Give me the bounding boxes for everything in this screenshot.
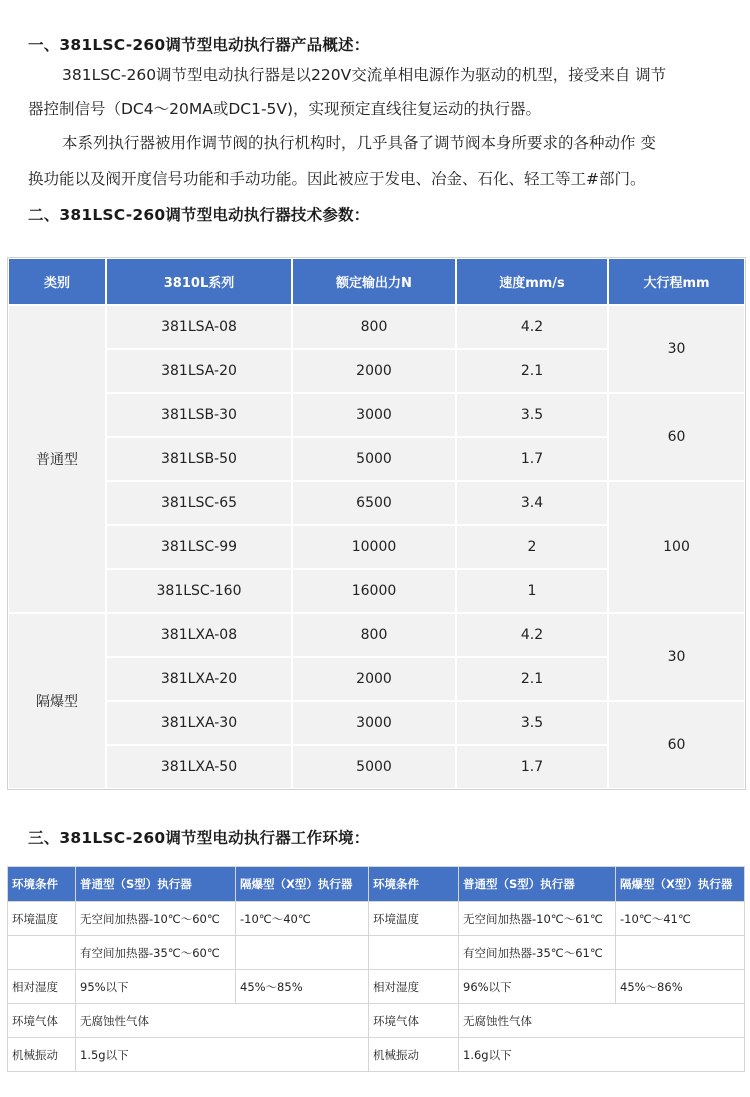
env-cell: -10℃～41℃ bbox=[616, 902, 745, 936]
env-cell: 无空间加热器-10℃～61℃ bbox=[459, 902, 616, 936]
env-cell: 环境温度 bbox=[369, 902, 459, 936]
table-row bbox=[8, 305, 745, 349]
env-header-standard: 普通型（S型）执行器 bbox=[76, 867, 236, 902]
env-cell: 机械振动 bbox=[8, 1038, 76, 1072]
env-cell: 机械振动 bbox=[369, 1038, 459, 1072]
speed-cell: 3.5 bbox=[456, 393, 608, 437]
working-environment-table bbox=[7, 866, 745, 1072]
model-cell: 381LSA-20 bbox=[106, 349, 292, 393]
stroke-cell: 60 bbox=[608, 701, 745, 789]
model-cell: 381LXA-08 bbox=[106, 613, 292, 657]
speed-cell: 2 bbox=[456, 525, 608, 569]
model-cell: 381LSC-99 bbox=[106, 525, 292, 569]
section-1-title: 一、381LSC-260调节型电动执行器产品概述： bbox=[28, 36, 370, 54]
header-speed: 速度mm/s bbox=[456, 258, 608, 305]
env-header-explosion-proof: 隔爆型（X型）执行器 bbox=[616, 867, 745, 902]
speed-cell: 1.7 bbox=[456, 745, 608, 789]
header-output-force: 额定输出力N bbox=[292, 258, 456, 305]
header-series: 3810L系列 bbox=[106, 258, 292, 305]
speed-cell: 3.5 bbox=[456, 701, 608, 745]
env-header-condition: 环境条件 bbox=[369, 867, 459, 902]
env-cell bbox=[236, 936, 369, 970]
section-2-title: 二、381LSC-260调节型电动执行器技术参数： bbox=[28, 206, 370, 224]
output-force-cell: 5000 bbox=[292, 745, 456, 789]
spec-table-body bbox=[8, 305, 745, 789]
env-cell bbox=[8, 936, 76, 970]
overview-paragraph-1-line-1: 381LSC-260调节型电动执行器是以220V交流单相电源作为驱动的机型，接受来自 调节 bbox=[62, 66, 667, 84]
speed-cell: 1 bbox=[456, 569, 608, 613]
env-cell bbox=[616, 936, 745, 970]
env-cell: 有空间加热器-35℃～60℃ bbox=[76, 936, 236, 970]
env-cell: 环境温度 bbox=[8, 902, 76, 936]
env-cell: 1.6g以下 bbox=[459, 1038, 745, 1072]
env-cell: 45%～86% bbox=[616, 970, 745, 1004]
output-force-cell: 6500 bbox=[292, 481, 456, 525]
table-row bbox=[8, 936, 745, 970]
table-header-row bbox=[8, 867, 745, 902]
speed-cell: 4.2 bbox=[456, 305, 608, 349]
env-cell: 无腐蚀性气体 bbox=[459, 1004, 745, 1038]
stroke-cell: 60 bbox=[608, 393, 745, 481]
table-row bbox=[8, 902, 745, 936]
stroke-cell: 30 bbox=[608, 305, 745, 393]
output-force-cell: 3000 bbox=[292, 701, 456, 745]
overview-paragraph-2-line-1: 本系列执行器被用作调节阀的执行机构时，几乎具备了调节阀本身所要求的各种动作 变 bbox=[62, 134, 656, 152]
model-cell: 381LXA-30 bbox=[106, 701, 292, 745]
model-cell: 381LSB-30 bbox=[106, 393, 292, 437]
env-cell bbox=[369, 936, 459, 970]
model-cell: 381LSA-08 bbox=[106, 305, 292, 349]
env-cell: 96%以下 bbox=[459, 970, 616, 1004]
env-cell: 95%以下 bbox=[76, 970, 236, 1004]
env-cell: 1.5g以下 bbox=[76, 1038, 369, 1072]
output-force-cell: 5000 bbox=[292, 437, 456, 481]
category-cell: 普通型 bbox=[8, 305, 106, 613]
env-cell: 无空间加热器-10℃～60℃ bbox=[76, 902, 236, 936]
speed-cell: 4.2 bbox=[456, 613, 608, 657]
env-cell: 无腐蚀性气体 bbox=[76, 1004, 369, 1038]
table-row bbox=[8, 701, 745, 745]
stroke-cell: 30 bbox=[608, 613, 745, 701]
env-cell: 环境气体 bbox=[8, 1004, 76, 1038]
header-category: 类别 bbox=[8, 258, 106, 305]
model-cell: 381LXA-20 bbox=[106, 657, 292, 701]
env-cell: 有空间加热器-35℃～61℃ bbox=[459, 936, 616, 970]
env-header-explosion-proof: 隔爆型（X型）执行器 bbox=[236, 867, 369, 902]
output-force-cell: 800 bbox=[292, 613, 456, 657]
env-header-standard: 普通型（S型）执行器 bbox=[459, 867, 616, 902]
table-row bbox=[8, 393, 745, 437]
env-cell: 相对湿度 bbox=[369, 970, 459, 1004]
technical-parameters-table bbox=[7, 257, 746, 790]
output-force-cell: 2000 bbox=[292, 349, 456, 393]
output-force-cell: 3000 bbox=[292, 393, 456, 437]
env-table-body bbox=[8, 902, 745, 1072]
table-row bbox=[8, 481, 745, 525]
overview-paragraph-1-line-2: 器控制信号（DC4～20MA或DC1-5V)，实现预定直线往复运动的执行器。 bbox=[28, 100, 542, 118]
section-3-title: 三、381LSC-260调节型电动执行器工作环境： bbox=[28, 829, 370, 847]
env-cell: -10℃～40℃ bbox=[236, 902, 369, 936]
table-row bbox=[8, 1038, 745, 1072]
output-force-cell: 16000 bbox=[292, 569, 456, 613]
table-header-row bbox=[8, 258, 745, 305]
env-cell: 相对湿度 bbox=[8, 970, 76, 1004]
speed-cell: 2.1 bbox=[456, 349, 608, 393]
env-header-condition: 环境条件 bbox=[8, 867, 76, 902]
model-cell: 381LSC-160 bbox=[106, 569, 292, 613]
table-row bbox=[8, 613, 745, 657]
output-force-cell: 10000 bbox=[292, 525, 456, 569]
speed-cell: 2.1 bbox=[456, 657, 608, 701]
speed-cell: 3.4 bbox=[456, 481, 608, 525]
model-cell: 381LXA-50 bbox=[106, 745, 292, 789]
category-cell: 隔爆型 bbox=[8, 613, 106, 789]
overview-paragraph-2-line-2: 换功能以及阀开度信号功能和手动功能。因此被应于发电、冶金、石化、轻工等工#部门。 bbox=[28, 170, 646, 188]
model-cell: 381LSC-65 bbox=[106, 481, 292, 525]
table-row bbox=[8, 1004, 745, 1038]
model-cell: 381LSB-50 bbox=[106, 437, 292, 481]
output-force-cell: 800 bbox=[292, 305, 456, 349]
speed-cell: 1.7 bbox=[456, 437, 608, 481]
env-cell: 环境气体 bbox=[369, 1004, 459, 1038]
table-row bbox=[8, 970, 745, 1004]
output-force-cell: 2000 bbox=[292, 657, 456, 701]
stroke-cell: 100 bbox=[608, 481, 745, 613]
env-cell: 45%～85% bbox=[236, 970, 369, 1004]
header-stroke: 大行程mm bbox=[608, 258, 745, 305]
